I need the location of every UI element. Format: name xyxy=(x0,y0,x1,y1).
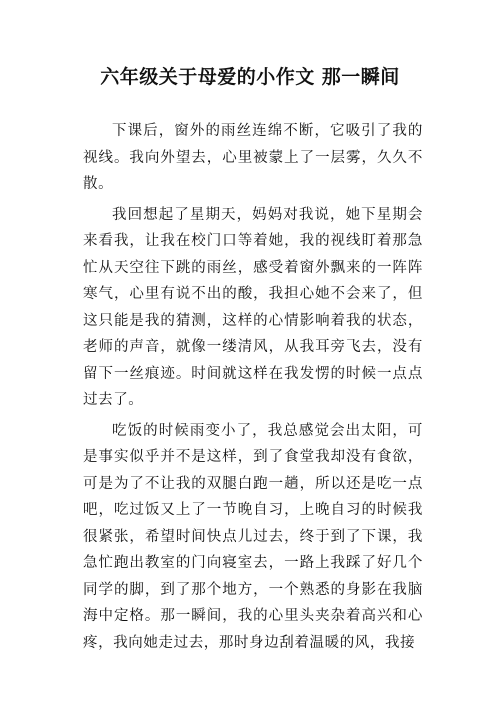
document-body xyxy=(83,118,423,660)
paragraph-1: 下课后，窗外的雨丝连绵不断，它吸引了我的视线。我向外望去，心里被蒙上了一层雾，久久不散。 xyxy=(83,123,423,192)
paragraph-3: 吃饭的时候雨变小了，我总感觉会出太阳，可是事实似乎并不是这样，到了食堂我却没有食欲，可是为了不让我的双腿白跑一趟，所以还是吃一点吧，吃过饭又上了一节晚自习，上晚自习的时候我很紧张，希望时间快点儿过去，终于到了下课，我急忙跑出教室的门向寝室去，一路上我踩了好几个同学的脚，到了那个地方，一个熟悉的身影在我脑海中定格。那一瞬间，我的心里头夹杂着高兴和心疼，我向她走过去，那时身边刮着温暖的风，我接 xyxy=(83,422,423,651)
document-title: 六年级关于母爱的小作文 那一瞬间 xyxy=(100,66,400,88)
paragraph-2: 我回想起了星期天，妈妈对我说，她下星期会来看我，让我在校门口等着她，我的视线盯着那急忙从天空往下跳的雨丝，感受着窗外飘来的一阵阵寒气，心里有说不出的酸，我担心她不会来了，但这只能是我的猜测，这样的心情影响着我的状态，老师的声音，就像一缕清风，从我耳旁飞去，没有留下一丝痕迹。时间就这样在我发愣的时候一点点过去了。 xyxy=(83,206,423,408)
